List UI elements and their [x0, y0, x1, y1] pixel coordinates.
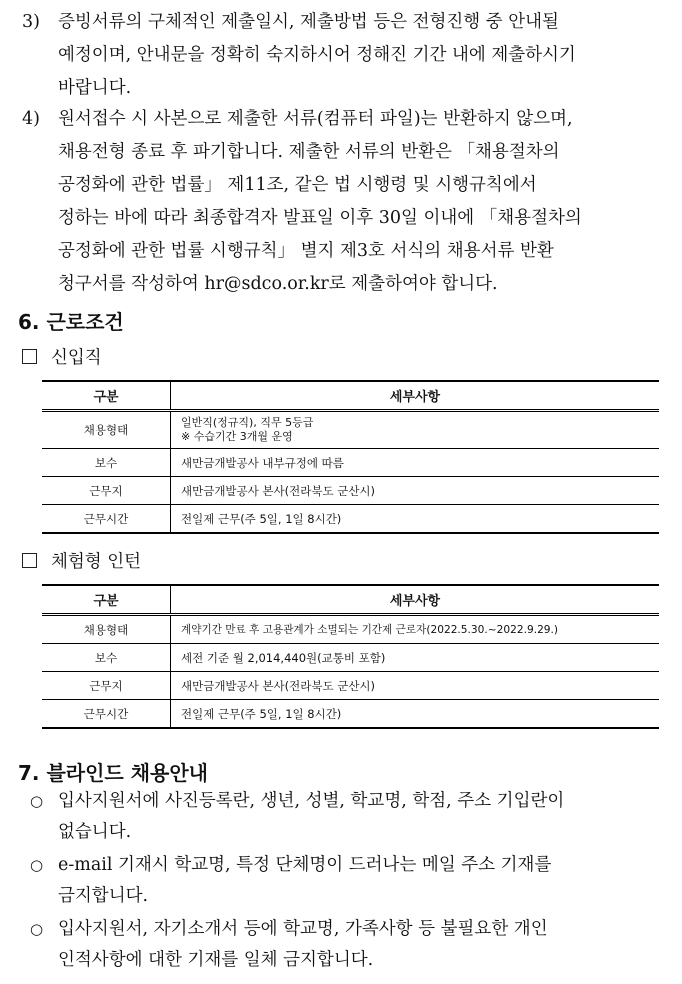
row-details: 새만금개발공사 본사(전라북도 군산시) [171, 477, 660, 505]
row-details-note: ※ 수습기간 3개월 운영 [181, 430, 293, 443]
item-text-line: 증빙서류의 구체적인 제출일시, 제출방법 등은 전형진행 중 안내될 [58, 12, 559, 32]
row-category: 채용형태 [42, 411, 171, 449]
item-number: 4) [22, 109, 40, 129]
item-text-line: 청구서를 작성하여 hr@sdco.or.kr로 제출하여야 합니다. [58, 274, 498, 294]
table-row [42, 411, 659, 449]
table-row [42, 672, 659, 700]
circle-bullet-icon: ○ [30, 792, 44, 810]
header-details: 세부사항 [171, 585, 660, 615]
numbered-item-4 [22, 103, 662, 301]
bullet-text-line: 입사지원서, 자기소개서 등에 학교명, 가족사항 등 불필요한 개인 [58, 919, 548, 939]
section-heading-6: 6. 근로조건 [18, 310, 124, 334]
new-hire-conditions-table [42, 380, 659, 534]
bullet-text-line: 금지합니다. [58, 886, 149, 906]
bullet-text-line: 입사지원서에 사진등록란, 생년, 성별, 학교명, 학점, 주소 기입란이 [58, 791, 565, 811]
table-row [42, 644, 659, 672]
row-category: 보수 [42, 644, 171, 672]
bullet-item [30, 850, 660, 912]
table-row [42, 477, 659, 505]
table-row [42, 449, 659, 477]
row-category: 근무지 [42, 672, 171, 700]
header-details: 세부사항 [171, 381, 660, 411]
table-header-row [42, 381, 659, 411]
intern-conditions-table [42, 584, 659, 729]
circle-bullet-icon: ○ [30, 856, 44, 874]
row-details: 전일제 근무(주 5일, 1일 8시간) [171, 700, 660, 729]
numbered-item-3 [22, 6, 662, 105]
bullet-text-line: 인적사항에 대한 기재를 일체 금지합니다. [58, 950, 374, 970]
bullet-text-line: 없습니다. [58, 822, 132, 842]
row-details-line: 일반직(정규직), 직무 5등급 [181, 416, 314, 429]
item-text-line: 공정화에 관한 법률」 제11조, 같은 법 시행령 및 시행규칙에서 [58, 175, 537, 195]
row-category: 근무시간 [42, 505, 171, 534]
item-text-line: 정하는 바에 따라 최종합격자 발표일 이후 30일 이내에 「채용절차의 [58, 208, 582, 228]
subsection-label: 신입직 [51, 348, 102, 368]
table-row [42, 505, 659, 534]
subsection-intern [22, 548, 141, 573]
item-text-line: 공정화에 관한 법률 시행규칙」 별지 제3호 서식의 채용서류 반환 [58, 241, 554, 261]
header-category: 구분 [42, 381, 171, 411]
checkbox-square-icon [22, 553, 37, 568]
header-category: 구분 [42, 585, 171, 615]
table-row [42, 700, 659, 729]
item-text-line: 원서접수 시 사본으로 제출한 서류(컴퓨터 파일)는 반환하지 않으며, [58, 109, 573, 129]
row-details [171, 411, 660, 449]
table-header-row [42, 585, 659, 615]
row-category: 보수 [42, 449, 171, 477]
bullet-item [30, 914, 660, 976]
checkbox-square-icon [22, 349, 37, 364]
item-text-line: 예정이며, 안내문을 정확히 숙지하시어 정해진 기간 내에 제출하시기 [58, 45, 576, 65]
row-category: 근무시간 [42, 700, 171, 729]
item-text-line: 바랍니다. [58, 78, 132, 98]
row-details: 세전 기준 월 2,014,440원(교통비 포함) [171, 644, 660, 672]
item-text-line: 채용전형 종료 후 파기합니다. 제출한 서류의 반환은 「채용절차의 [58, 142, 560, 162]
row-details: 새만금개발공사 본사(전라북도 군산시) [171, 672, 660, 700]
circle-bullet-icon: ○ [30, 920, 44, 938]
row-details: 계약기간 만료 후 고용관계가 소멸되는 기간제 근로자(2022.5.30.~2022.9.29.) [171, 615, 660, 644]
subsection-new-hire [22, 344, 102, 369]
bullet-text-line: e-mail 기재시 학교명, 특정 단체명이 드러나는 메일 주소 기재를 [58, 855, 552, 875]
row-category: 근무지 [42, 477, 171, 505]
row-details: 새만금개발공사 내부규정에 따름 [171, 449, 660, 477]
bullet-item [30, 786, 660, 848]
row-details: 전일제 근무(주 5일, 1일 8시간) [171, 505, 660, 534]
subsection-label: 체험형 인턴 [51, 552, 142, 572]
table-row [42, 615, 659, 644]
item-number: 3) [22, 12, 40, 32]
row-category: 채용형태 [42, 615, 171, 644]
section-heading-7: 7. 블라인드 채용안내 [18, 761, 208, 785]
